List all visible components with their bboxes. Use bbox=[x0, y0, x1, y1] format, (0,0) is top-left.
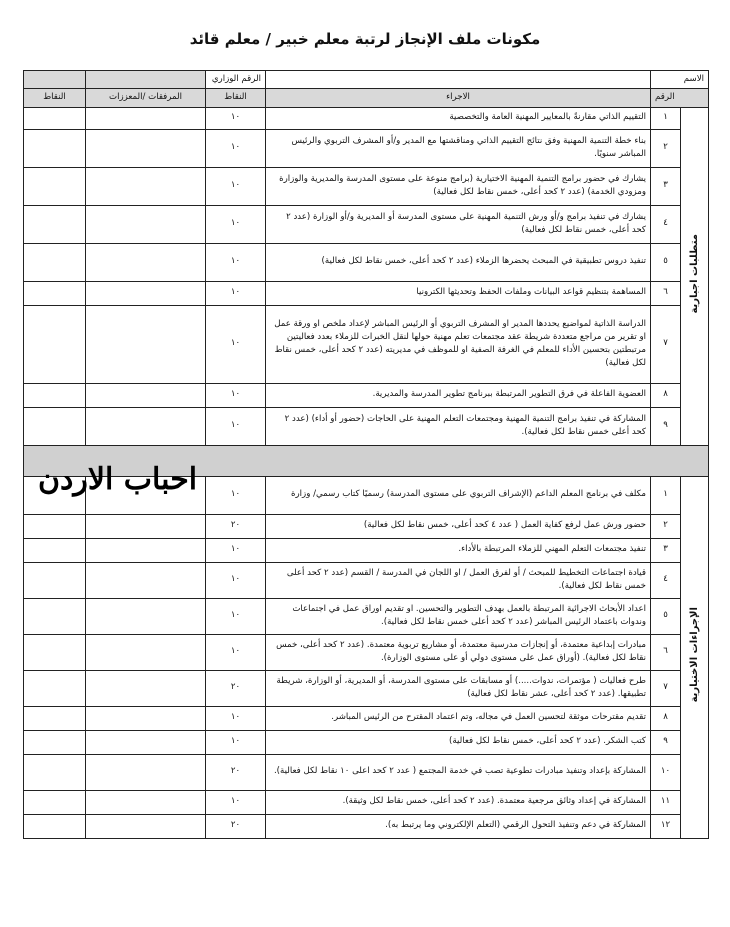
mandatory-group-label-cell bbox=[681, 107, 709, 445]
attachments-cell[interactable] bbox=[86, 598, 206, 634]
attachments-cell[interactable] bbox=[86, 383, 206, 407]
achievement-file-table bbox=[23, 70, 709, 839]
header-blank-cell bbox=[24, 71, 86, 89]
attachments-cell[interactable] bbox=[86, 538, 206, 562]
points-value: ١٠ bbox=[206, 243, 266, 281]
table-row bbox=[24, 383, 709, 407]
attachments-cell[interactable] bbox=[86, 814, 206, 838]
ministerial-number-value[interactable] bbox=[86, 71, 206, 89]
optional-group-label: الإجراءات الاختيارية bbox=[688, 606, 700, 703]
points-value: ١٠ bbox=[206, 407, 266, 445]
points-value: ٢٠ bbox=[206, 670, 266, 706]
points-value: ١٠ bbox=[206, 598, 266, 634]
score-cell[interactable] bbox=[24, 754, 86, 790]
row-number: ١١ bbox=[651, 790, 681, 814]
score-cell[interactable] bbox=[24, 281, 86, 305]
procedure-text: بناء خطة التنمية المهنية وفق نتائج التقييم الذاتي ومناقشتها مع المدير و/أو المشرف التربوي والرئيس المباشر سنويًا. bbox=[266, 129, 651, 167]
procedure-text: اعداد الأبحاث الاجرائية المرتبطة بالعمل بهدف التطوير والتحسين. او تقديم اوراق عمل في اجتماعات وندوات باعتماد الرئيس المباشر (عدد ٢ كحد أعلى خمس نقاط لكل فعالية). bbox=[266, 598, 651, 634]
attachments-cell[interactable] bbox=[86, 754, 206, 790]
table-row bbox=[24, 107, 709, 129]
points-value: ١٠ bbox=[206, 107, 266, 129]
points-value: ١٠ bbox=[206, 383, 266, 407]
row-number: ٧ bbox=[651, 305, 681, 383]
name-value-cell[interactable] bbox=[266, 71, 651, 89]
score-cell[interactable] bbox=[24, 670, 86, 706]
attachments-cell[interactable] bbox=[86, 243, 206, 281]
attachments-cell[interactable] bbox=[86, 634, 206, 670]
row-number: ٧ bbox=[651, 670, 681, 706]
row-number: ٢ bbox=[651, 129, 681, 167]
table-row bbox=[24, 562, 709, 598]
points-value: ١٠ bbox=[206, 562, 266, 598]
procedure-text: مكلف في برنامج المعلم الداعم (الإشراف التربوي على مستوى المدرسة) رسميًا كتاب رسمي/ وزارة bbox=[266, 476, 651, 514]
row-number: ٥ bbox=[651, 598, 681, 634]
row-number: ١٢ bbox=[651, 814, 681, 838]
col-header-number: الرقم bbox=[651, 89, 709, 107]
table-row bbox=[24, 538, 709, 562]
score-cell[interactable] bbox=[24, 305, 86, 383]
col-header-procedure: الاجراء bbox=[266, 89, 651, 107]
watermark-text: احباب الاردن bbox=[38, 462, 198, 497]
score-cell[interactable] bbox=[24, 598, 86, 634]
points-value: ٢٠ bbox=[206, 814, 266, 838]
document-title: مكونات ملف الإنجاز لرتبة معلم خبير / معلم قائد bbox=[189, 30, 541, 48]
points-value: ١٠ bbox=[206, 281, 266, 305]
points-value: ١٠ bbox=[206, 538, 266, 562]
procedure-text: تنفيذ دروس تطبيقية في المبحث يحضرها الزملاء (عدد ٢ كحد أعلى، خمس نقاط لكل فعالية) bbox=[266, 243, 651, 281]
points-value: ١٠ bbox=[206, 205, 266, 243]
points-value: ١٠ bbox=[206, 167, 266, 205]
table-row bbox=[24, 670, 709, 706]
procedure-text: المشاركة في إعداد وثائق مرجعية معتمدة. (عدد ٢ كحد أعلى، خمس نقاط لكل وثيقة). bbox=[266, 790, 651, 814]
score-cell[interactable] bbox=[24, 706, 86, 730]
attachments-cell[interactable] bbox=[86, 670, 206, 706]
score-cell[interactable] bbox=[24, 538, 86, 562]
table-row bbox=[24, 814, 709, 838]
procedure-text: المشاركة بإعداد وتنفيذ مبادرات تطوعية تصب في خدمة المجتمع ( عدد ٢ كحد اعلى ١٠ نقاط لكل فعالية). bbox=[266, 754, 651, 790]
procedure-text: المشاركة في دعم وتنفيذ التحول الرقمي (التعلم الإلكتروني وما يرتبط به). bbox=[266, 814, 651, 838]
attachments-cell[interactable] bbox=[86, 305, 206, 383]
procedure-text: حضور ورش عمل لرفع كفاية العمل ( عدد ٤ كحد أعلى، خمس نقاط لكل فعالية) bbox=[266, 514, 651, 538]
row-number: ٥ bbox=[651, 243, 681, 281]
row-number: ٦ bbox=[651, 281, 681, 305]
procedure-text: تقديم مقترحات موثقة لتحسين العمل في مجاله، وتم اعتماد المقترح من الرئيس المباشر. bbox=[266, 706, 651, 730]
table-row bbox=[24, 514, 709, 538]
row-number: ٨ bbox=[651, 383, 681, 407]
procedure-text: يشارك في حضور برامج التنمية المهنية الاختيارية (برامج منوعة على مستوى المدرسة والمديرية والوزارة ومزودي الخدمة) (عدد ٢ كحد أعلى، خمس نقاط لكل فعالية) bbox=[266, 167, 651, 205]
table-row bbox=[24, 634, 709, 670]
procedure-text: يشارك في تنفيذ برامج و/أو ورش التنمية المهنية على مستوى المدرسة أو المديرية و/أو الوزارة (عدد ٢ كحد أعلى، خمس نقاط لكل فعالية) bbox=[266, 205, 651, 243]
procedure-text: المساهمة بتنظيم قواعد البيانات وملفات الحفظ وتحديثها الكترونيا bbox=[266, 281, 651, 305]
row-number: ١ bbox=[651, 476, 681, 514]
points-value: ١٠ bbox=[206, 790, 266, 814]
points-value: ١٠ bbox=[206, 476, 266, 514]
score-cell[interactable] bbox=[24, 790, 86, 814]
attachments-cell[interactable] bbox=[86, 790, 206, 814]
attachments-cell[interactable] bbox=[86, 281, 206, 305]
col-header-attachments: المرفقات /المعززات bbox=[86, 89, 206, 107]
score-cell[interactable] bbox=[24, 514, 86, 538]
table-row bbox=[24, 205, 709, 243]
table-row bbox=[24, 281, 709, 305]
score-cell[interactable] bbox=[24, 562, 86, 598]
score-cell[interactable] bbox=[24, 407, 86, 445]
table-row bbox=[24, 305, 709, 383]
score-cell[interactable] bbox=[24, 205, 86, 243]
attachments-cell[interactable] bbox=[86, 706, 206, 730]
points-value: ١٠ bbox=[206, 706, 266, 730]
procedure-text: طرح فعاليات ( مؤتمرات، ندوات.....) أو مسابقات على مستوى المدرسة، أو المديرية، أو الوزارة، شريطة تطبيقها. (عدد ٢ كحد أعلى، عشر نقاط لكل فعالية) bbox=[266, 670, 651, 706]
score-cell[interactable] bbox=[24, 167, 86, 205]
row-number: ٩ bbox=[651, 730, 681, 754]
table-row bbox=[24, 730, 709, 754]
attachments-cell[interactable] bbox=[86, 167, 206, 205]
optional-group-label-cell bbox=[681, 476, 709, 838]
mandatory-group-label: متطلبات اجبارية bbox=[688, 233, 700, 314]
row-number: ٦ bbox=[651, 634, 681, 670]
table-row bbox=[24, 129, 709, 167]
table-row bbox=[24, 243, 709, 281]
points-value: ١٠ bbox=[206, 730, 266, 754]
row-number: ٣ bbox=[651, 538, 681, 562]
attachments-cell[interactable] bbox=[86, 205, 206, 243]
score-cell[interactable] bbox=[24, 129, 86, 167]
row-number: ٨ bbox=[651, 706, 681, 730]
procedure-text: التقييم الذاتي مقارنةً بالمعايير المهنية العامة والتخصصية bbox=[266, 107, 651, 129]
procedure-text: المشاركة في تنفيذ برامج التنمية المهنية ومجتمعات التعلم المهنية على الحاجات (حضور أو أداء) (عدد ٢ كحد أعلى خمس نقاط لكل فعالية). bbox=[266, 407, 651, 445]
col-header-points: النقاط bbox=[206, 89, 266, 107]
procedure-text: العضوية الفاعلة في فرق التطوير المرتبطة ببرنامج تطوير المدرسة والمديرية. bbox=[266, 383, 651, 407]
attachments-cell[interactable] bbox=[86, 407, 206, 445]
row-number: ٤ bbox=[651, 205, 681, 243]
table-row bbox=[24, 754, 709, 790]
table-row bbox=[24, 407, 709, 445]
row-number: ١٠ bbox=[651, 754, 681, 790]
score-cell[interactable] bbox=[24, 243, 86, 281]
procedure-text: كتب الشكر. (عدد ٢ كحد أعلى، خمس نقاط لكل فعالية) bbox=[266, 730, 651, 754]
points-value: ١٠ bbox=[206, 305, 266, 383]
name-label: الاسم bbox=[651, 71, 709, 89]
table-row bbox=[24, 790, 709, 814]
row-number: ٩ bbox=[651, 407, 681, 445]
row-number: ٢ bbox=[651, 514, 681, 538]
points-value: ١٠ bbox=[206, 129, 266, 167]
procedure-text: مبادرات إبداعية معتمدة، أو إنجازات مدرسية معتمدة، أو مشاريع تربوية معتمدة. (عدد ٢ كحد أعلى، خمس نقاط لكل فعالية). (أوراق عمل على مستوى دولي أو على مستوى الوزارة). bbox=[266, 634, 651, 670]
score-cell[interactable] bbox=[24, 814, 86, 838]
attachments-cell[interactable] bbox=[86, 514, 206, 538]
score-cell[interactable] bbox=[24, 383, 86, 407]
attachments-cell[interactable] bbox=[86, 107, 206, 129]
table-row bbox=[24, 706, 709, 730]
header-row-columns bbox=[24, 89, 709, 107]
score-cell[interactable] bbox=[24, 107, 86, 129]
table-row bbox=[24, 598, 709, 634]
row-number: ٣ bbox=[651, 167, 681, 205]
col-header-points-2: النقاط bbox=[24, 89, 86, 107]
attachments-cell[interactable] bbox=[86, 730, 206, 754]
procedure-text: تنفيذ مجتمعات التعلم المهني للزملاء المرتبطة بالأداء. bbox=[266, 538, 651, 562]
table-row bbox=[24, 167, 709, 205]
score-cell[interactable] bbox=[24, 634, 86, 670]
row-number: ٤ bbox=[651, 562, 681, 598]
row-number: ١ bbox=[651, 107, 681, 129]
ministerial-number-label: الرقم الوزاري bbox=[206, 71, 266, 89]
points-value: ٢٠ bbox=[206, 514, 266, 538]
score-cell[interactable] bbox=[24, 730, 86, 754]
procedure-text: قيادة اجتماعات التخطيط للمبحث / أو لفرق العمل / او اللجان في المدرسة / القسم (عدد ٢ كحد أعلى خمس نقاط لكل فعالية). bbox=[266, 562, 651, 598]
points-value: ٢٠ bbox=[206, 754, 266, 790]
header-row-name bbox=[24, 71, 709, 89]
procedure-text: الدراسة الذاتية لمواضيع يحددها المدير او المشرف التربوي أو الرئيس المباشر لإعداد ملخص او ورقة عمل او تقرير من مراجع متعددة شريطة عقد مجتمعات تعلم مهنية حولها لنقل الخبرات للزملاء بعدد فعاليتين مرتبطتين بتحسين الأداء للمعلم في الغرفة الصفية او للموظف في مديريته (عدد ٢ كحد أعلى، خمس نقاط لكل فعالية) bbox=[266, 305, 651, 383]
points-value: ١٠ bbox=[206, 634, 266, 670]
attachments-cell[interactable] bbox=[86, 129, 206, 167]
attachments-cell[interactable] bbox=[86, 562, 206, 598]
